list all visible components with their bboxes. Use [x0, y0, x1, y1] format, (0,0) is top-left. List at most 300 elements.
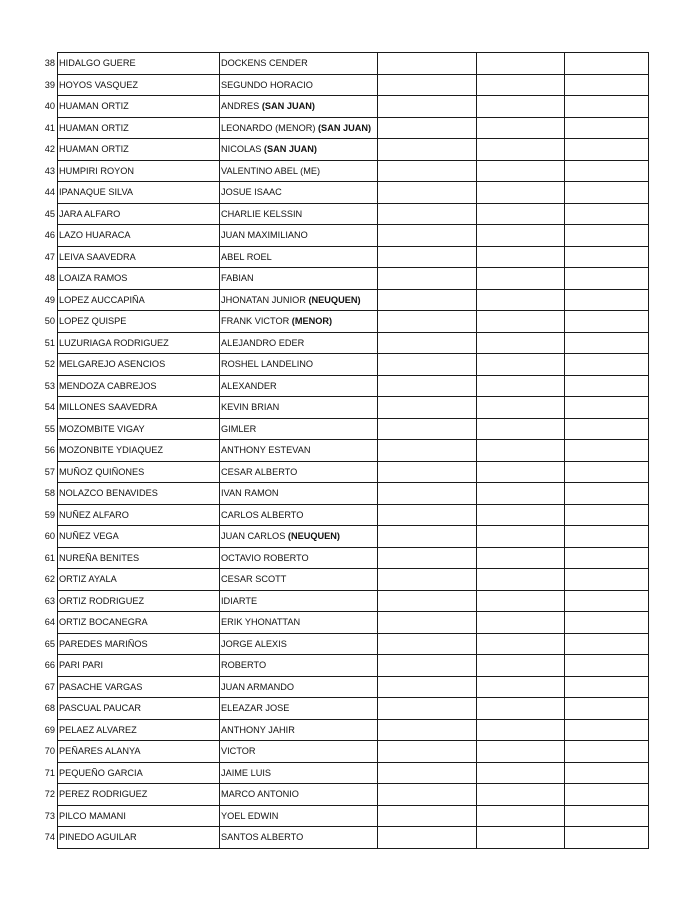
- given-name-text: OCTAVIO ROBERTO: [221, 552, 309, 563]
- table-row: [34, 246, 649, 268]
- table-row: [34, 117, 649, 139]
- table-row: [34, 719, 649, 741]
- table-row: [34, 53, 649, 75]
- row-number: 59: [34, 504, 58, 526]
- given-name-cell: [220, 483, 378, 505]
- surname-cell: LOAIZA RAMOS: [58, 268, 220, 290]
- given-name-cell: [220, 612, 378, 634]
- blank-cell-1: [378, 504, 477, 526]
- blank-cell-2: [477, 139, 565, 161]
- surname-cell: IPANAQUE SILVA: [58, 182, 220, 204]
- row-number: 51: [34, 332, 58, 354]
- given-name-text: VICTOR: [221, 746, 256, 757]
- surname-cell: HUMPIRI ROYON: [58, 160, 220, 182]
- blank-cell-3: [565, 526, 649, 548]
- blank-cell-1: [378, 311, 477, 333]
- given-name-text: FRANK VICTOR: [221, 316, 290, 327]
- blank-cell-2: [477, 569, 565, 591]
- given-name-text: JHONATAN JUNIOR: [221, 294, 306, 305]
- blank-cell-3: [565, 268, 649, 290]
- blank-cell-2: [477, 53, 565, 75]
- surname-cell: PILCO MAMANI: [58, 805, 220, 827]
- surname-cell: LAZO HUARACA: [58, 225, 220, 247]
- given-name-cell: [220, 784, 378, 806]
- given-name-text: ABEL ROEL: [221, 251, 272, 262]
- blank-cell-2: [477, 676, 565, 698]
- given-name-text: YOEL EDWIN: [221, 810, 279, 821]
- surname-cell: HUAMAN ORTIZ: [58, 139, 220, 161]
- given-name-cell: [220, 246, 378, 268]
- row-number: 58: [34, 483, 58, 505]
- surname-cell: HUAMAN ORTIZ: [58, 96, 220, 118]
- blank-cell-1: [378, 225, 477, 247]
- surname-cell: ORTIZ AYALA: [58, 569, 220, 591]
- table-row: [34, 354, 649, 376]
- surname-cell: HUAMAN ORTIZ: [58, 117, 220, 139]
- surname-cell: NUÑEZ ALFARO: [58, 504, 220, 526]
- blank-cell-1: [378, 182, 477, 204]
- given-name-text: FABIAN: [221, 273, 254, 284]
- blank-cell-3: [565, 160, 649, 182]
- blank-cell-3: [565, 203, 649, 225]
- given-name-cell: [220, 182, 378, 204]
- blank-cell-3: [565, 311, 649, 333]
- given-name-text: SANTOS ALBERTO: [221, 832, 304, 843]
- given-name-cell: [220, 719, 378, 741]
- blank-cell-3: [565, 676, 649, 698]
- blank-cell-2: [477, 418, 565, 440]
- given-name-text: ROSHEL LANDELINO: [221, 359, 314, 370]
- given-name-cell: [220, 655, 378, 677]
- location-note: (SAN JUAN): [318, 122, 372, 133]
- given-name-text: IVAN RAMON: [221, 488, 279, 499]
- given-name-cell: [220, 289, 378, 311]
- blank-cell-3: [565, 633, 649, 655]
- blank-cell-2: [477, 375, 565, 397]
- row-number: 42: [34, 139, 58, 161]
- table-row: [34, 741, 649, 763]
- blank-cell-3: [565, 504, 649, 526]
- table-row: [34, 74, 649, 96]
- blank-cell-1: [378, 53, 477, 75]
- row-number: 71: [34, 762, 58, 784]
- blank-cell-1: [378, 526, 477, 548]
- given-name-cell: [220, 332, 378, 354]
- table-row: [34, 784, 649, 806]
- row-number: 40: [34, 96, 58, 118]
- table-row: [34, 655, 649, 677]
- blank-cell-2: [477, 698, 565, 720]
- surname-cell: LEIVA SAAVEDRA: [58, 246, 220, 268]
- blank-cell-3: [565, 741, 649, 763]
- blank-cell-3: [565, 698, 649, 720]
- blank-cell-1: [378, 827, 477, 849]
- row-number: 44: [34, 182, 58, 204]
- row-number: 53: [34, 375, 58, 397]
- blank-cell-1: [378, 762, 477, 784]
- blank-cell-1: [378, 483, 477, 505]
- blank-cell-2: [477, 784, 565, 806]
- blank-cell-2: [477, 483, 565, 505]
- given-name-cell: [220, 805, 378, 827]
- blank-cell-3: [565, 418, 649, 440]
- given-name-cell: [220, 633, 378, 655]
- surname-cell: NOLAZCO BENAVIDES: [58, 483, 220, 505]
- given-name-cell: [220, 590, 378, 612]
- table-row: [34, 590, 649, 612]
- given-name-text: JUAN MAXIMILIANO: [221, 230, 308, 241]
- blank-cell-3: [565, 354, 649, 376]
- row-number: 70: [34, 741, 58, 763]
- blank-cell-1: [378, 590, 477, 612]
- table-row: [34, 397, 649, 419]
- blank-cell-3: [565, 655, 649, 677]
- table-row: [34, 461, 649, 483]
- blank-cell-2: [477, 397, 565, 419]
- blank-cell-1: [378, 139, 477, 161]
- row-number: 61: [34, 547, 58, 569]
- blank-cell-1: [378, 418, 477, 440]
- row-number: 56: [34, 440, 58, 462]
- blank-cell-2: [477, 827, 565, 849]
- blank-cell-3: [565, 139, 649, 161]
- blank-cell-2: [477, 440, 565, 462]
- surname-cell: MELGAREJO ASENCIOS: [58, 354, 220, 376]
- blank-cell-2: [477, 461, 565, 483]
- blank-cell-1: [378, 203, 477, 225]
- given-name-cell: [220, 203, 378, 225]
- blank-cell-1: [378, 612, 477, 634]
- surname-cell: MENDOZA CABREJOS: [58, 375, 220, 397]
- row-number: 65: [34, 633, 58, 655]
- table-row: [34, 139, 649, 161]
- table-row: [34, 762, 649, 784]
- given-name-cell: [220, 53, 378, 75]
- given-name-text: JUAN CARLOS: [221, 531, 286, 542]
- row-number: 39: [34, 74, 58, 96]
- row-number: 57: [34, 461, 58, 483]
- table-row: [34, 203, 649, 225]
- roster-table-body: [34, 53, 649, 849]
- blank-cell-1: [378, 268, 477, 290]
- blank-cell-2: [477, 268, 565, 290]
- row-number: 41: [34, 117, 58, 139]
- blank-cell-2: [477, 633, 565, 655]
- blank-cell-3: [565, 246, 649, 268]
- given-name-cell: [220, 139, 378, 161]
- row-number: 72: [34, 784, 58, 806]
- blank-cell-1: [378, 397, 477, 419]
- given-name-text: KEVIN BRIAN: [221, 402, 280, 413]
- blank-cell-2: [477, 160, 565, 182]
- surname-cell: PEQUEÑO GARCIA: [58, 762, 220, 784]
- blank-cell-1: [378, 633, 477, 655]
- surname-cell: LOPEZ AUCCAPIÑA: [58, 289, 220, 311]
- row-number: 63: [34, 590, 58, 612]
- surname-cell: ORTIZ BOCANEGRA: [58, 612, 220, 634]
- blank-cell-3: [565, 289, 649, 311]
- row-number: 60: [34, 526, 58, 548]
- blank-cell-2: [477, 117, 565, 139]
- blank-cell-3: [565, 569, 649, 591]
- blank-cell-3: [565, 225, 649, 247]
- blank-cell-1: [378, 354, 477, 376]
- row-number: 50: [34, 311, 58, 333]
- blank-cell-3: [565, 719, 649, 741]
- row-number: 73: [34, 805, 58, 827]
- row-number: 43: [34, 160, 58, 182]
- table-row: [34, 547, 649, 569]
- blank-cell-3: [565, 547, 649, 569]
- given-name-text: JOSUE ISAAC: [221, 187, 282, 198]
- blank-cell-3: [565, 590, 649, 612]
- given-name-text: MARCO ANTONIO: [221, 789, 299, 800]
- table-row: [34, 569, 649, 591]
- surname-cell: HIDALGO GUERE: [58, 53, 220, 75]
- blank-cell-3: [565, 53, 649, 75]
- given-name-text: ROBERTO: [221, 660, 267, 671]
- blank-cell-2: [477, 719, 565, 741]
- surname-cell: PAREDES MARIÑOS: [58, 633, 220, 655]
- given-name-text: CESAR ALBERTO: [221, 466, 298, 477]
- blank-cell-3: [565, 612, 649, 634]
- table-row: [34, 827, 649, 849]
- given-name-cell: [220, 827, 378, 849]
- surname-cell: LUZURIAGA RODRIGUEZ: [58, 332, 220, 354]
- table-row: [34, 182, 649, 204]
- row-number: 68: [34, 698, 58, 720]
- table-row: [34, 805, 649, 827]
- given-name-cell: [220, 504, 378, 526]
- blank-cell-1: [378, 676, 477, 698]
- table-row: [34, 676, 649, 698]
- given-name-cell: [220, 225, 378, 247]
- given-name-cell: [220, 569, 378, 591]
- given-name-text: SEGUNDO HORACIO: [221, 79, 313, 90]
- given-name-text: JUAN ARMANDO: [221, 681, 294, 692]
- given-name-text: ALEXANDER: [221, 380, 277, 391]
- table-row: [34, 311, 649, 333]
- row-number: 67: [34, 676, 58, 698]
- blank-cell-2: [477, 74, 565, 96]
- given-name-cell: [220, 117, 378, 139]
- blank-cell-1: [378, 719, 477, 741]
- blank-cell-2: [477, 762, 565, 784]
- blank-cell-3: [565, 74, 649, 96]
- blank-cell-2: [477, 655, 565, 677]
- location-note: (SAN JUAN): [263, 144, 317, 155]
- blank-cell-1: [378, 74, 477, 96]
- row-number: 46: [34, 225, 58, 247]
- table-row: [34, 160, 649, 182]
- row-number: 62: [34, 569, 58, 591]
- given-name-cell: [220, 397, 378, 419]
- blank-cell-2: [477, 246, 565, 268]
- blank-cell-3: [565, 440, 649, 462]
- row-number: 47: [34, 246, 58, 268]
- given-name-cell: [220, 676, 378, 698]
- given-name-cell: [220, 526, 378, 548]
- blank-cell-3: [565, 182, 649, 204]
- table-row: [34, 289, 649, 311]
- table-row: [34, 418, 649, 440]
- roster-table: [34, 52, 649, 849]
- surname-cell: PEREZ RODRIGUEZ: [58, 784, 220, 806]
- blank-cell-1: [378, 246, 477, 268]
- location-note: (NEUQUEN): [287, 531, 340, 542]
- given-name-text: DOCKENS CENDER: [221, 58, 308, 69]
- blank-cell-2: [477, 741, 565, 763]
- blank-cell-3: [565, 784, 649, 806]
- location-note: (MENOR): [291, 316, 333, 327]
- given-name-text: CHARLIE KELSSIN: [221, 208, 303, 219]
- given-name-text: VALENTINO ABEL (ME): [221, 165, 321, 176]
- surname-cell: LOPEZ QUISPE: [58, 311, 220, 333]
- blank-cell-3: [565, 96, 649, 118]
- blank-cell-1: [378, 289, 477, 311]
- table-row: [34, 225, 649, 247]
- blank-cell-1: [378, 375, 477, 397]
- blank-cell-1: [378, 461, 477, 483]
- given-name-text: ANTHONY JAHIR: [221, 724, 295, 735]
- given-name-cell: [220, 418, 378, 440]
- given-name-cell: [220, 741, 378, 763]
- surname-cell: PEÑARES ALANYA: [58, 741, 220, 763]
- blank-cell-2: [477, 590, 565, 612]
- surname-cell: MOZOMBITE VIGAY: [58, 418, 220, 440]
- row-number: 66: [34, 655, 58, 677]
- surname-cell: MUÑOZ QUIÑONES: [58, 461, 220, 483]
- blank-cell-3: [565, 483, 649, 505]
- blank-cell-1: [378, 160, 477, 182]
- given-name-text: ANDRES: [221, 101, 260, 112]
- table-row: [34, 633, 649, 655]
- given-name-text: JORGE ALEXIS: [221, 638, 287, 649]
- blank-cell-2: [477, 612, 565, 634]
- blank-cell-1: [378, 655, 477, 677]
- given-name-text: GIMLER: [221, 423, 257, 434]
- surname-cell: ORTIZ RODRIGUEZ: [58, 590, 220, 612]
- table-row: [34, 504, 649, 526]
- blank-cell-2: [477, 526, 565, 548]
- given-name-text: ANTHONY ESTEVAN: [221, 445, 311, 456]
- surname-cell: HOYOS VASQUEZ: [58, 74, 220, 96]
- location-note: (NEUQUEN): [308, 294, 361, 305]
- blank-cell-3: [565, 461, 649, 483]
- surname-cell: NUÑEZ VEGA: [58, 526, 220, 548]
- table-row: [34, 440, 649, 462]
- blank-cell-1: [378, 741, 477, 763]
- given-name-text: ALEJANDRO EDER: [221, 337, 305, 348]
- surname-cell: NUREÑA BENITES: [58, 547, 220, 569]
- given-name-cell: [220, 354, 378, 376]
- blank-cell-1: [378, 805, 477, 827]
- blank-cell-1: [378, 117, 477, 139]
- given-name-text: CARLOS ALBERTO: [221, 509, 304, 520]
- surname-cell: PINEDO AGUILAR: [58, 827, 220, 849]
- surname-cell: PARI PARI: [58, 655, 220, 677]
- row-number: 69: [34, 719, 58, 741]
- given-name-cell: [220, 74, 378, 96]
- surname-cell: MOZONBITE YDIAQUEZ: [58, 440, 220, 462]
- given-name-cell: [220, 698, 378, 720]
- blank-cell-2: [477, 182, 565, 204]
- blank-cell-3: [565, 397, 649, 419]
- given-name-text: LEONARDO (MENOR): [221, 122, 316, 133]
- blank-cell-1: [378, 96, 477, 118]
- given-name-text: ERIK YHONATTAN: [221, 617, 301, 628]
- surname-cell: MILLONES SAAVEDRA: [58, 397, 220, 419]
- row-number: 52: [34, 354, 58, 376]
- row-number: 74: [34, 827, 58, 849]
- surname-cell: PELAEZ ALVAREZ: [58, 719, 220, 741]
- blank-cell-3: [565, 762, 649, 784]
- given-name-cell: [220, 461, 378, 483]
- location-note: (SAN JUAN): [261, 101, 315, 112]
- blank-cell-2: [477, 203, 565, 225]
- surname-cell: JARA ALFARO: [58, 203, 220, 225]
- given-name-cell: [220, 762, 378, 784]
- blank-cell-3: [565, 332, 649, 354]
- blank-cell-2: [477, 504, 565, 526]
- given-name-cell: [220, 96, 378, 118]
- blank-cell-3: [565, 827, 649, 849]
- row-number: 54: [34, 397, 58, 419]
- given-name-text: CESAR SCOTT: [221, 574, 287, 585]
- row-number: 55: [34, 418, 58, 440]
- given-name-cell: [220, 440, 378, 462]
- given-name-cell: [220, 268, 378, 290]
- blank-cell-1: [378, 698, 477, 720]
- blank-cell-1: [378, 547, 477, 569]
- given-name-cell: [220, 311, 378, 333]
- surname-cell: PASACHE VARGAS: [58, 676, 220, 698]
- table-row: [34, 268, 649, 290]
- blank-cell-3: [565, 117, 649, 139]
- blank-cell-3: [565, 805, 649, 827]
- given-name-text: JAIME LUIS: [221, 767, 272, 778]
- table-row: [34, 332, 649, 354]
- table-row: [34, 698, 649, 720]
- given-name-text: ELEAZAR JOSE: [221, 703, 290, 714]
- blank-cell-2: [477, 547, 565, 569]
- given-name-text: NICOLAS: [221, 144, 262, 155]
- given-name-text: IDIARTE: [221, 595, 258, 606]
- given-name-cell: [220, 547, 378, 569]
- row-number: 64: [34, 612, 58, 634]
- blank-cell-2: [477, 225, 565, 247]
- row-number: 45: [34, 203, 58, 225]
- table-row: [34, 612, 649, 634]
- surname-cell: PASCUAL PAUCAR: [58, 698, 220, 720]
- row-number: 49: [34, 289, 58, 311]
- blank-cell-1: [378, 784, 477, 806]
- blank-cell-1: [378, 569, 477, 591]
- blank-cell-1: [378, 440, 477, 462]
- row-number: 38: [34, 53, 58, 75]
- blank-cell-3: [565, 375, 649, 397]
- blank-cell-1: [378, 332, 477, 354]
- blank-cell-2: [477, 354, 565, 376]
- blank-cell-2: [477, 311, 565, 333]
- given-name-cell: [220, 375, 378, 397]
- blank-cell-2: [477, 96, 565, 118]
- row-number: 48: [34, 268, 58, 290]
- table-row: [34, 483, 649, 505]
- blank-cell-2: [477, 805, 565, 827]
- table-row: [34, 96, 649, 118]
- blank-cell-2: [477, 332, 565, 354]
